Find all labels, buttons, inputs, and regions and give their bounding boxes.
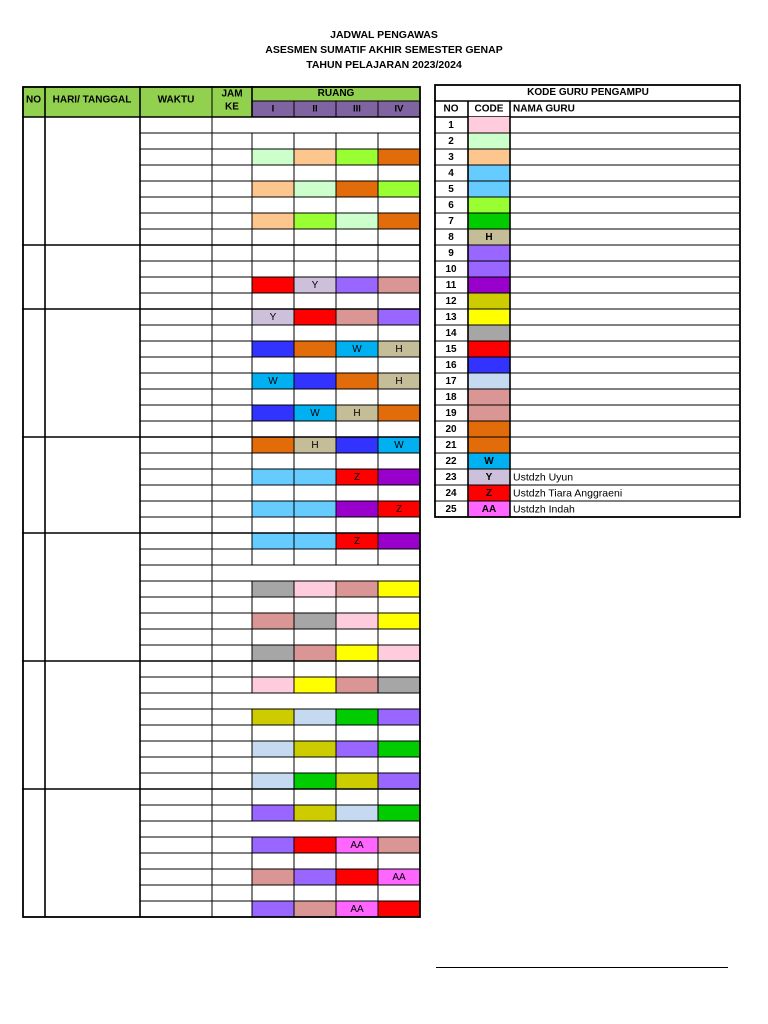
teacher-table-title: KODE GURU PENGAMPU	[527, 87, 649, 98]
teacher-no: 9	[448, 248, 454, 259]
teacher-no: 21	[445, 440, 457, 451]
supervisor-code: Y	[311, 280, 319, 291]
supervisor-code: Y	[269, 312, 277, 323]
teacher-color-swatch	[468, 437, 510, 453]
teacher-color-swatch	[468, 357, 510, 373]
header-ke: KE	[225, 101, 239, 113]
room-cell-fill	[252, 405, 294, 421]
header-room-1: I	[271, 103, 275, 115]
supervisor-code: W	[352, 344, 362, 355]
room-cell-fill	[336, 741, 378, 757]
room-cell-fill	[252, 181, 294, 197]
teacher-no: 15	[445, 344, 457, 355]
teacher-code: H	[485, 232, 493, 243]
room-cell-fill	[378, 741, 420, 757]
title-line-2: ASESMEN SUMATIF AKHIR SEMESTER GENAP	[265, 44, 503, 56]
teacher-no: 10	[445, 264, 457, 275]
teacher-code: Z	[485, 488, 493, 499]
teacher-code: Y	[485, 472, 493, 483]
room-cell-fill	[336, 213, 378, 229]
room-cell-fill	[378, 213, 420, 229]
teacher-name: Ustdzh Uyun	[513, 471, 574, 484]
room-cell-fill	[378, 709, 420, 725]
room-cell-fill	[336, 437, 378, 453]
teacher-code-table	[434, 84, 742, 521]
room-cell-fill	[336, 805, 378, 821]
signature-line	[436, 967, 728, 968]
room-cell-fill	[378, 533, 420, 549]
teacher-no: 11	[445, 280, 457, 291]
header-waktu: WAKTU	[157, 94, 195, 106]
teacher-color-swatch	[468, 293, 510, 309]
supervisor-code: H	[395, 344, 403, 355]
header-room-2: II	[312, 103, 318, 115]
teacher-name: Ustdzh Indah	[513, 503, 575, 516]
teacher-code: AA	[481, 504, 497, 515]
teacher-code: W	[484, 456, 494, 467]
teacher-no: 25	[445, 504, 457, 515]
room-cell-fill	[294, 501, 336, 517]
header-room-4: IV	[394, 103, 404, 115]
teacher-name: Ustdzh Tiara Anggraeni	[513, 487, 623, 500]
room-cell-fill	[378, 773, 420, 789]
teacher-no: 17	[445, 376, 457, 387]
teacher-color-swatch	[468, 389, 510, 405]
teacher-no: 8	[448, 232, 454, 243]
room-cell-fill	[336, 181, 378, 197]
room-cell-fill	[378, 277, 420, 293]
teacher-no: 6	[448, 200, 454, 211]
teacher-no: 7	[448, 216, 454, 227]
teacher-color-swatch	[468, 373, 510, 389]
teacher-header-code: CODE	[474, 103, 504, 115]
room-cell-fill	[294, 533, 336, 549]
room-cell-fill	[252, 773, 294, 789]
supervisor-code: H	[353, 408, 361, 419]
room-cell-fill	[336, 373, 378, 389]
room-cell-fill	[294, 709, 336, 725]
header-jam: JAM	[221, 88, 243, 100]
teacher-color-swatch	[468, 181, 510, 197]
teacher-no: 20	[445, 424, 457, 435]
teacher-color-swatch	[468, 421, 510, 437]
teacher-no: 5	[448, 184, 454, 195]
room-cell-fill	[252, 677, 294, 693]
teacher-no: 2	[448, 136, 454, 147]
teacher-no: 22	[445, 456, 457, 467]
room-cell-fill	[294, 213, 336, 229]
supervisor-code: AA	[350, 904, 364, 915]
room-cell-fill	[378, 613, 420, 629]
header-no: NO	[26, 94, 41, 106]
room-cell-fill	[336, 869, 378, 885]
teacher-no: 23	[445, 472, 457, 483]
room-cell-fill	[252, 469, 294, 485]
room-cell-fill	[252, 533, 294, 549]
room-cell-fill	[294, 373, 336, 389]
teacher-no: 12	[445, 296, 457, 307]
room-cell-fill	[378, 805, 420, 821]
teacher-color-swatch	[468, 309, 510, 325]
room-cell-fill	[336, 613, 378, 629]
room-cell-fill	[252, 645, 294, 661]
teacher-color-swatch	[468, 341, 510, 357]
room-cell-fill	[294, 677, 336, 693]
teacher-no: 4	[448, 168, 454, 179]
room-cell-fill	[378, 181, 420, 197]
teacher-no: 14	[445, 328, 457, 339]
room-cell-fill	[294, 613, 336, 629]
teacher-color-swatch	[468, 405, 510, 421]
teacher-no: 13	[445, 312, 457, 323]
room-cell-fill	[252, 341, 294, 357]
supervisor-code: W	[394, 440, 404, 451]
room-cell-fill	[294, 741, 336, 757]
teacher-no: 18	[445, 392, 457, 403]
room-cell-fill	[378, 581, 420, 597]
room-cell-fill	[252, 213, 294, 229]
room-cell-fill	[336, 501, 378, 517]
teacher-no: 24	[445, 488, 457, 499]
supervisor-code: H	[395, 376, 403, 387]
room-cell-fill	[294, 837, 336, 853]
teacher-no: 16	[445, 360, 457, 371]
room-cell-fill	[294, 149, 336, 165]
supervisor-code: Z	[395, 504, 403, 515]
room-cell-fill	[294, 869, 336, 885]
room-cell-fill	[294, 469, 336, 485]
teacher-header-name: NAMA GURU	[513, 103, 575, 115]
room-cell-fill	[252, 709, 294, 725]
room-cell-fill	[294, 645, 336, 661]
teacher-no: 1	[448, 120, 454, 131]
teacher-no: 3	[448, 152, 454, 163]
supervisor-code: H	[311, 440, 319, 451]
room-cell-fill	[294, 341, 336, 357]
supervisor-code: Z	[353, 536, 361, 547]
teacher-color-swatch	[468, 245, 510, 261]
supervisor-code: W	[310, 408, 320, 419]
room-cell-fill	[378, 309, 420, 325]
room-cell-fill	[252, 741, 294, 757]
teacher-color-swatch	[468, 149, 510, 165]
room-cell-fill	[336, 709, 378, 725]
schedule-table	[22, 86, 422, 924]
room-cell-fill	[252, 277, 294, 293]
room-cell-fill	[252, 437, 294, 453]
room-cell-fill	[378, 901, 420, 917]
room-cell-fill	[336, 645, 378, 661]
room-cell-fill	[252, 501, 294, 517]
room-cell-fill	[378, 149, 420, 165]
room-cell-fill	[252, 837, 294, 853]
title-line-1: JADWAL PENGAWAS	[330, 29, 438, 41]
room-cell-fill	[378, 405, 420, 421]
room-cell-fill	[252, 805, 294, 821]
supervisor-code: AA	[350, 840, 364, 851]
room-cell-fill	[336, 149, 378, 165]
teacher-color-swatch	[468, 117, 510, 133]
teacher-header-no: NO	[443, 103, 459, 115]
room-cell-fill	[336, 773, 378, 789]
supervisor-code: AA	[392, 872, 406, 883]
supervisor-code: Z	[353, 472, 361, 483]
teacher-color-swatch	[468, 165, 510, 181]
room-cell-fill	[294, 773, 336, 789]
room-cell-fill	[252, 581, 294, 597]
supervisor-code: W	[268, 376, 278, 387]
room-cell-fill	[378, 469, 420, 485]
room-cell-fill	[294, 901, 336, 917]
teacher-color-swatch	[468, 197, 510, 213]
teacher-color-swatch	[468, 213, 510, 229]
room-cell-fill	[294, 181, 336, 197]
room-cell-fill	[378, 677, 420, 693]
room-cell-fill	[378, 645, 420, 661]
teacher-color-swatch	[468, 325, 510, 341]
teacher-color-swatch	[468, 133, 510, 149]
room-cell-fill	[252, 149, 294, 165]
title-line-3: TAHUN PELAJARAN 2023/2024	[306, 59, 462, 71]
teacher-color-swatch	[468, 277, 510, 293]
room-cell-fill	[294, 581, 336, 597]
header-hari-tanggal: HARI/ TANGGAL	[52, 94, 132, 106]
header-ruang: RUANG	[317, 88, 355, 99]
room-cell-fill	[378, 837, 420, 853]
room-cell-fill	[336, 309, 378, 325]
header-room-3: III	[353, 103, 361, 115]
room-cell-fill	[252, 901, 294, 917]
room-cell-fill	[294, 805, 336, 821]
teacher-no: 19	[445, 408, 457, 419]
teacher-color-swatch	[468, 261, 510, 277]
room-cell-fill	[252, 869, 294, 885]
room-cell-fill	[252, 613, 294, 629]
room-cell-fill	[294, 309, 336, 325]
room-cell-fill	[336, 581, 378, 597]
room-cell-fill	[336, 277, 378, 293]
room-cell-fill	[336, 677, 378, 693]
